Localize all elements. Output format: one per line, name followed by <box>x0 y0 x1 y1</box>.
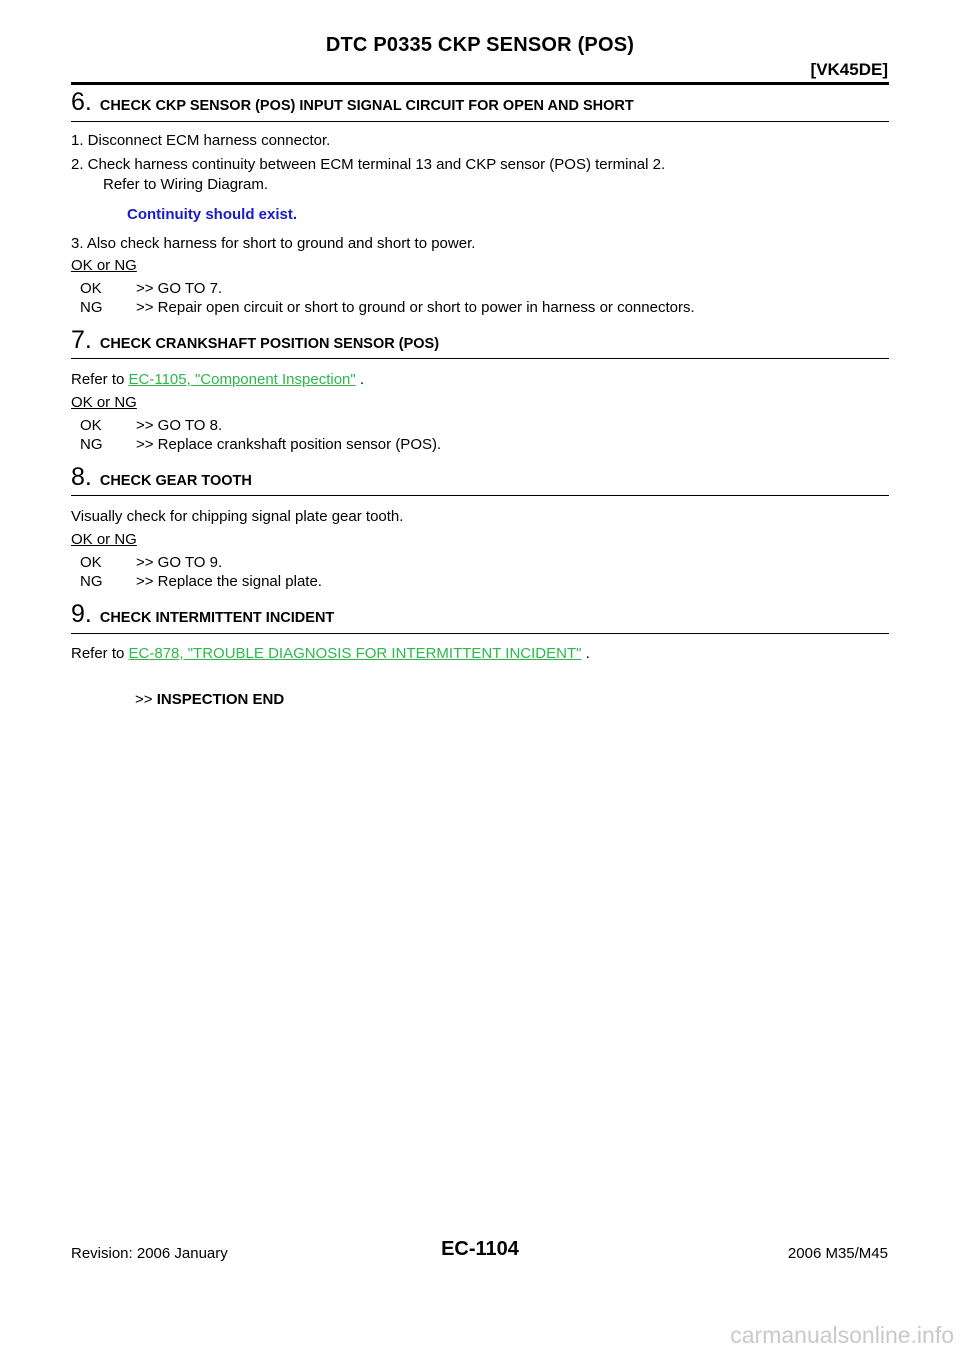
step-9-heading <box>71 600 334 629</box>
step-6-number: 6. <box>71 88 92 116</box>
page-title: DTC P0335 CKP SENSOR (POS) <box>325 34 635 56</box>
step-6-rule <box>71 121 889 122</box>
ng-action: >> Repair open circuit or short to ground or short to power in harness or connectors. <box>136 299 695 316</box>
step-7-refer <box>71 370 364 389</box>
step-6-ok-row <box>80 279 880 298</box>
page-number: EC-1104 <box>441 1238 519 1260</box>
refer-suffix: . <box>355 371 365 388</box>
ok-label: OK <box>80 280 102 297</box>
ng-label: NG <box>80 573 103 590</box>
step-8-number: 8. <box>71 463 92 491</box>
ng-action: >> Replace crankshaft position sensor (POS). <box>136 436 442 453</box>
refer-prefix: Refer to <box>71 645 129 662</box>
inspection-end-label: INSPECTION END <box>156 691 285 708</box>
step-6-ng-row <box>80 298 880 317</box>
step-6-instruction-1: 1. Disconnect ECM harness connector. <box>71 132 331 149</box>
ok-action: >> GO TO 8. <box>136 417 223 434</box>
engine-model-tag: [VK45DE] <box>810 60 888 79</box>
vehicle-model: 2006 M35/M45 <box>787 1245 888 1262</box>
end-arrow: >> <box>135 691 157 708</box>
step-6-title: CHECK CKP SENSOR (POS) INPUT SIGNAL CIRCUIT FOR OPEN AND SHORT <box>99 98 634 114</box>
header-rule <box>71 82 889 85</box>
step-8-ok-row <box>80 553 880 572</box>
inspection-end <box>135 690 284 709</box>
step-8-ng-row <box>80 572 880 591</box>
step-7-number: 7. <box>71 326 92 354</box>
step-7-rule <box>71 358 889 359</box>
step-8-ok-or-ng: OK or NG <box>71 531 137 548</box>
ok-action: >> GO TO 9. <box>136 554 223 571</box>
step-9-refer <box>71 644 590 663</box>
step-6-ok-or-ng: OK or NG <box>71 257 137 274</box>
refer-suffix: . <box>581 645 590 662</box>
ok-action: >> GO TO 7. <box>136 280 223 297</box>
step-9-rule <box>71 633 889 634</box>
continuity-spec: Continuity should exist. <box>127 206 298 223</box>
step-7-ok-row <box>80 416 880 435</box>
step-7-ng-row <box>80 435 880 454</box>
step-9-title: CHECK INTERMITTENT INCIDENT <box>99 610 335 626</box>
step-7-ok-or-ng: OK or NG <box>71 394 137 411</box>
ok-label: OK <box>80 417 102 434</box>
ng-action: >> Replace the signal plate. <box>136 573 322 590</box>
step-7-heading <box>71 326 439 355</box>
step-6-instruction-2b: Refer to Wiring Diagram. <box>103 176 269 193</box>
revision-date: Revision: 2006 January <box>71 1245 228 1262</box>
step-6-instruction-3: 3. Also check harness for short to ground and short to power. <box>71 235 476 252</box>
step-8-rule <box>71 495 889 496</box>
step-6-instruction-2: 2. Check harness continuity between ECM terminal 13 and CKP sensor (POS) terminal 2. <box>71 156 666 173</box>
step-8-title: CHECK GEAR TOOTH <box>99 473 252 489</box>
step-9-number: 9. <box>71 600 92 628</box>
intermittent-incident-link[interactable]: EC-878, "TROUBLE DIAGNOSIS FOR INTERMITTENT INCIDENT" <box>128 645 582 662</box>
watermark: carmanualsonline.info <box>730 1322 954 1348</box>
step-7-title: CHECK CRANKSHAFT POSITION SENSOR (POS) <box>99 336 440 352</box>
ok-label: OK <box>80 554 102 571</box>
step-8-instruction: Visually check for chipping signal plate gear tooth. <box>71 508 404 525</box>
step-6-heading <box>71 88 634 117</box>
ng-label: NG <box>80 436 103 453</box>
step-8-heading <box>71 463 252 492</box>
refer-prefix: Refer to <box>71 371 129 388</box>
component-inspection-link[interactable]: EC-1105, "Component Inspection" <box>128 371 356 388</box>
ng-label: NG <box>80 299 103 316</box>
